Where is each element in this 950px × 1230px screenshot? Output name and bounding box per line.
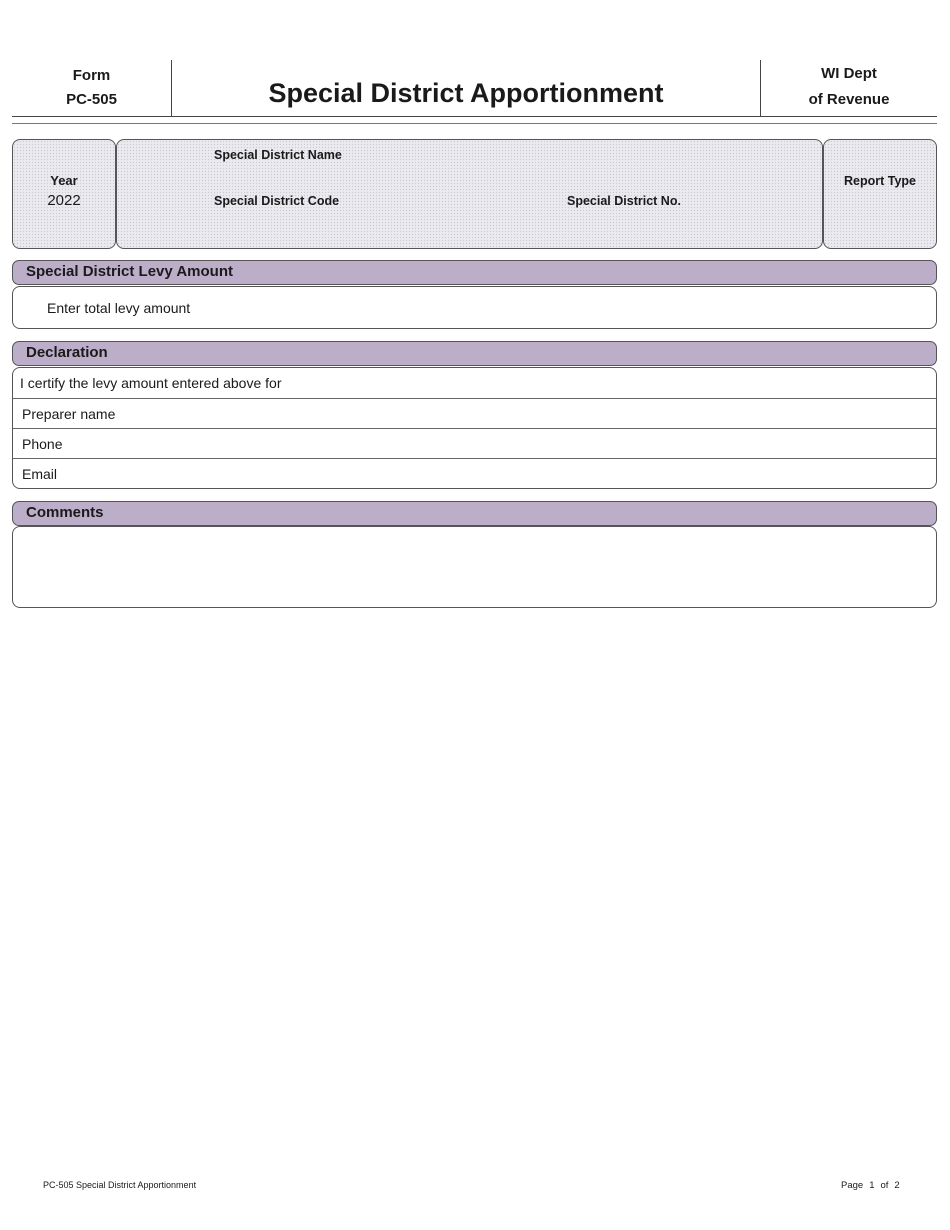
- declaration-section-body: [12, 367, 937, 489]
- special-district-name-label: Special District Name: [214, 148, 342, 162]
- dept-line-1: WI Dept: [821, 65, 877, 82]
- levy-section-body: [12, 286, 937, 329]
- report-type-box: [823, 139, 937, 249]
- email-field[interactable]: Email: [13, 458, 936, 488]
- special-district-no-label: Special District No.: [567, 194, 681, 208]
- special-district-code-label: Special District Code: [214, 194, 340, 208]
- preparer-name-field[interactable]: Preparer name: [13, 398, 936, 428]
- comments-section-header: Comments: [12, 501, 937, 526]
- of-word: of: [880, 1180, 889, 1191]
- comments-textarea[interactable]: [12, 526, 937, 608]
- footer-form-name: PC-505 Special District Apportionment: [43, 1180, 197, 1190]
- report-type-label: Report Type: [844, 174, 916, 188]
- dept-line-2: of Revenue: [808, 91, 890, 108]
- certify-statement: I certify the levy amount entered above for: [20, 375, 282, 391]
- declaration-section-header: Declaration: [12, 341, 937, 366]
- district-info-box: [116, 139, 823, 249]
- page-indicator: [841, 1180, 906, 1191]
- page-current: 1: [869, 1180, 875, 1191]
- form-label: Form: [72, 67, 111, 84]
- department-block: [760, 60, 937, 116]
- phone-field[interactable]: Phone: [13, 428, 936, 458]
- form-header: [12, 60, 937, 117]
- form-id-block: [12, 60, 172, 116]
- levy-section-header: Special District Levy Amount: [12, 260, 937, 285]
- levy-amount-field[interactable]: Enter total levy amount: [47, 300, 191, 316]
- year-label: Year: [50, 173, 78, 188]
- page-title: Special District Apportionment: [268, 78, 664, 108]
- page-total: 2: [894, 1180, 900, 1191]
- form-number: PC-505: [66, 91, 117, 108]
- year-value: 2022: [47, 192, 81, 209]
- page-word: Page: [841, 1180, 864, 1191]
- year-box: [12, 139, 116, 249]
- header-divider: [12, 123, 937, 124]
